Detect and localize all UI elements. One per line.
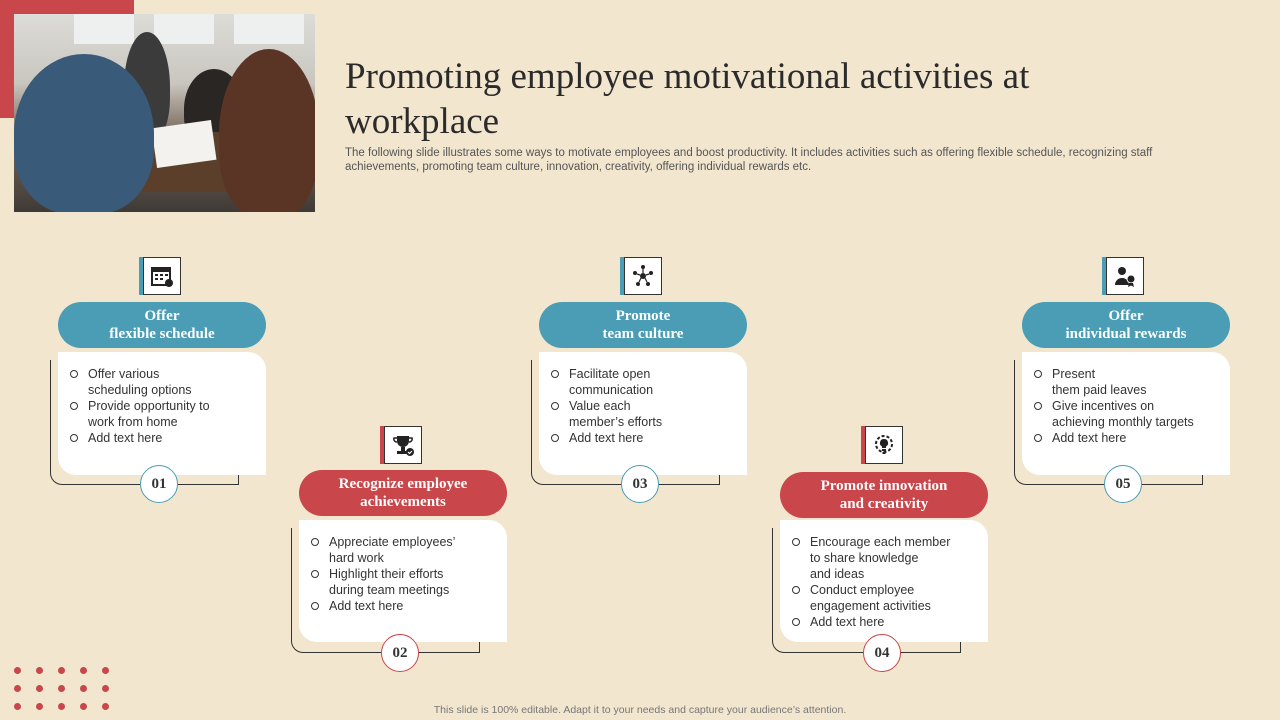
list-item: Add text here [1034, 430, 1218, 446]
step-number: 03 [621, 465, 659, 503]
list-item: Highlight their efforts during team meetings [311, 566, 495, 598]
list-item: Encourage each member to share knowledge and ideas [792, 534, 976, 582]
list-item: Add text here [551, 430, 735, 446]
list-item: Add text here [311, 598, 495, 614]
list-item: Appreciate employees’ hard work [311, 534, 495, 566]
page-title: Promoting employee motivational activities at workplace [345, 56, 1030, 142]
decorative-dot [58, 667, 65, 674]
list-item: Facilitate open communication [551, 366, 735, 398]
decorative-dot [14, 685, 21, 692]
list-item: Conduct employee engagement activities [792, 582, 976, 614]
list-item: Add text here [70, 430, 254, 446]
activity-card [299, 520, 507, 642]
lightbulb-gear-icon [865, 426, 903, 464]
footer-note: This slide is 100% editable. Adapt it to your needs and capture your audience’s attention. [433, 704, 847, 716]
step-number: 02 [381, 634, 419, 672]
list-item: Provide opportunity to work from home [70, 398, 254, 430]
activity-title: Promote team culture [539, 302, 747, 348]
team-meeting-photo [14, 14, 315, 212]
step-number: 04 [863, 634, 901, 672]
list-item: Offer various scheduling options [70, 366, 254, 398]
activity-title: Recognize employee achievements [299, 470, 507, 516]
trophy-icon [384, 426, 422, 464]
list-item: Present them paid leaves [1034, 366, 1218, 398]
decorative-dot [58, 685, 65, 692]
team-network-icon [624, 257, 662, 295]
list-item: Give incentives on achieving monthly targets [1034, 398, 1218, 430]
list-item: Value each member’s efforts [551, 398, 735, 430]
decorative-dot [102, 667, 109, 674]
decorative-dot [14, 667, 21, 674]
activity-card [539, 352, 747, 475]
decorative-dot [36, 667, 43, 674]
step-number: 01 [140, 465, 178, 503]
list-item: Add text here [792, 614, 976, 630]
page-subtitle: The following slide illustrates some ways to motivate employees and boost productivity. It includes activities such as offering flexible schedule, recognizing staff achievements, promoting team culture, innovation, creativity, offering individual rewards etc. [345, 147, 1153, 173]
activity-card [58, 352, 266, 475]
decorative-dot [102, 685, 109, 692]
calendar-icon [143, 257, 181, 295]
activity-title: Offer flexible schedule [58, 302, 266, 348]
decorative-dot [80, 667, 87, 674]
activity-card [1022, 352, 1230, 475]
decorative-dot [80, 685, 87, 692]
activity-title: Offer individual rewards [1022, 302, 1230, 348]
user-award-icon [1106, 257, 1144, 295]
decorative-dot [36, 685, 43, 692]
step-number: 05 [1104, 465, 1142, 503]
activity-title: Promote innovation and creativity [780, 472, 988, 518]
activity-card [780, 520, 988, 642]
